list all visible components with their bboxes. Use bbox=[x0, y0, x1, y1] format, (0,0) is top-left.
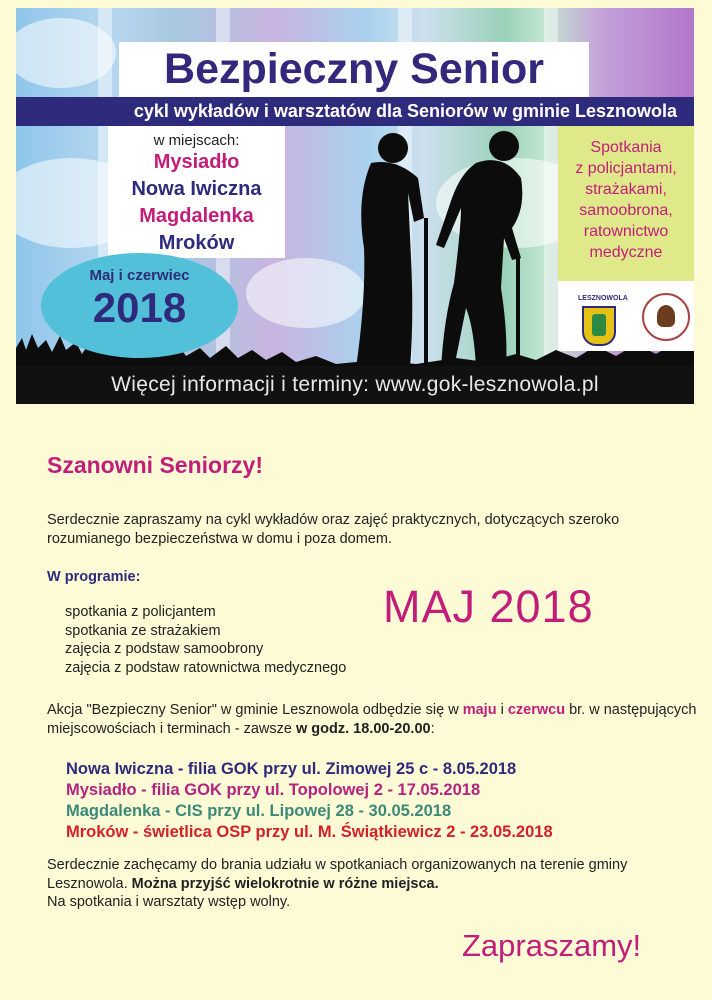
lesznowola-logo-label: LESZNOWOLA bbox=[578, 295, 628, 302]
outro-paragraph bbox=[47, 856, 697, 912]
greeting-heading: Szanowni Seniorzy! bbox=[47, 452, 263, 478]
akcja-text: i bbox=[496, 702, 508, 718]
program-heading: W programie: bbox=[47, 569, 141, 585]
meetings-line: ratownictwo bbox=[583, 223, 669, 240]
akcja-paragraph bbox=[47, 701, 697, 739]
meetings-line: medyczne bbox=[589, 244, 663, 261]
meetings-line: Spotkania bbox=[590, 139, 662, 156]
date-months: Maj i czerwiec bbox=[89, 267, 190, 284]
info-bar: Więcej informacji i terminy: www.gok-lesznowola.pl bbox=[16, 366, 694, 404]
program-item: zajęcia z podstaw samoobrony bbox=[65, 641, 264, 657]
meetings-line: z policjantami, bbox=[575, 160, 677, 177]
event-mysiadlo: Mysiadło - filia GOK przy ul. Topolowej 2 - 17.05.2018 bbox=[66, 781, 481, 799]
poster-subtitle: cykl wykładów i warsztatów dla Seniorów w gminie Lesznowola bbox=[16, 97, 694, 126]
event-nowa-iwiczna: Nowa Iwiczna - filia GOK przy ul. Zimowej 25 c - 8.05.2018 bbox=[66, 760, 517, 778]
poster-title: Bezpieczny Senior bbox=[119, 42, 589, 97]
outro-text: Na spotkania i warsztaty wstęp wolny. bbox=[47, 894, 291, 910]
lesznowola-crest-icon bbox=[582, 306, 616, 346]
place-magdalenka: Magdalenka bbox=[139, 205, 254, 227]
place-nowa-iwiczna: Nowa Iwiczna bbox=[131, 178, 262, 200]
intro-paragraph: Serdecznie zapraszamy na cykl wykładów oraz zajęć praktycznych, dotyczących szeroko rozumianego bezpieczeństwa w domu i poza domem. bbox=[47, 512, 620, 547]
akcja-month-may: maju bbox=[462, 702, 497, 718]
outro-text: Serdecznie zachęcamy do brania udziału w spotkaniach organizowanych na terenie gminy Lesznowola. bbox=[47, 857, 628, 892]
places-box bbox=[108, 126, 285, 258]
meetings-box bbox=[558, 126, 694, 281]
akcja-month-june: czerwcu bbox=[507, 702, 566, 718]
program-list bbox=[65, 603, 346, 677]
meetings-line: samoobrona, bbox=[579, 202, 673, 219]
gok-seal-icon bbox=[642, 293, 690, 341]
date-badge bbox=[41, 253, 238, 358]
akcja-hours: w godz. 18.00-20.00 bbox=[296, 721, 431, 737]
events-list bbox=[66, 759, 553, 843]
event-mrokow: Mroków - świetlica OSP przy ul. M. Świątkiewicz 2 - 23.05.2018 bbox=[66, 823, 553, 841]
date-year: 2018 bbox=[92, 284, 187, 331]
program-item: spotkania ze strażakiem bbox=[65, 622, 221, 639]
event-magdalenka: Magdalenka - CIS przy ul. Lipowej 28 - 30.05.2018 bbox=[66, 802, 452, 820]
meetings-line: strażakami, bbox=[585, 181, 667, 198]
akcja-text: : bbox=[430, 721, 435, 737]
place-mrokow: Mroków bbox=[158, 232, 235, 254]
akcja-text: Akcja "Bezpieczny Senior" w gminie Lesznowola odbędzie się w bbox=[47, 702, 463, 718]
logos-box bbox=[558, 281, 694, 351]
place-mysiadlo: Mysiadło bbox=[153, 151, 240, 173]
places-lead: w miejscach: bbox=[153, 132, 240, 149]
month-banner: MAJ 2018 bbox=[383, 581, 594, 632]
poster-banner bbox=[16, 8, 694, 404]
program-item: spotkania z policjantem bbox=[65, 604, 216, 620]
outro-bold: Można przyjść wielokrotnie w różne miejsca. bbox=[131, 875, 439, 892]
program-item: zajęcia z podstaw ratownictwa medycznego bbox=[65, 659, 347, 676]
closing-text: Zapraszamy! bbox=[462, 928, 642, 963]
akcja-text: br. w następujących miejscowościach i terminach - zawsze bbox=[47, 702, 697, 737]
